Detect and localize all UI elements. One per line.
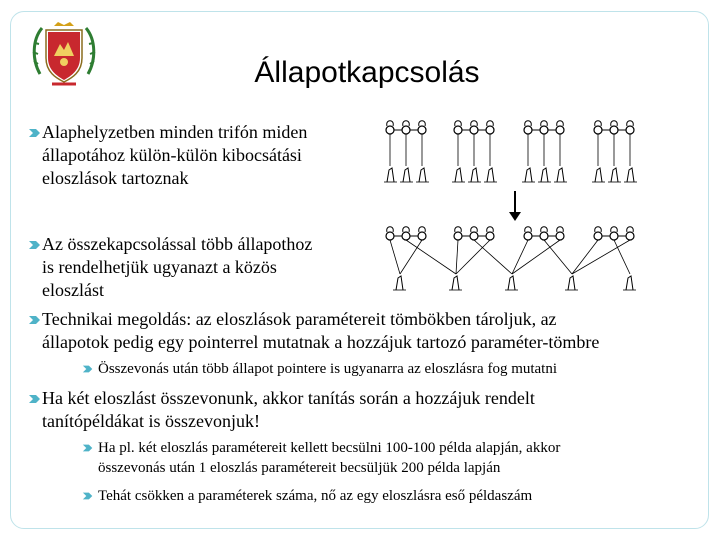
sub-bullet-3 xyxy=(98,486,532,506)
bullet-arrow-icon xyxy=(82,442,94,454)
hmm-state xyxy=(386,121,394,134)
bullet-arrow-icon xyxy=(28,392,42,406)
emission-distribution xyxy=(416,168,429,182)
state-tying-diagram xyxy=(378,108,654,300)
tied-state-groups xyxy=(386,227,636,290)
bullet-arrow-icon xyxy=(28,238,42,252)
hmm-state xyxy=(486,121,494,134)
emission-distribution xyxy=(554,168,567,182)
emission-distribution xyxy=(393,276,406,290)
sub-bullet-3-line-1: Tehát csökken a paraméterek száma, nő az egy eloszlásra eső példaszám xyxy=(98,488,533,504)
bullet-1-line-1: Alaphelyzetben minden trifón miden xyxy=(42,122,308,142)
hmm-state xyxy=(418,227,426,240)
sub-bullet-2-line-2: összevonás után 1 eloszlás paramétereit becsüljük 200 példa lapján xyxy=(98,460,501,476)
arrow-down-icon xyxy=(509,191,521,221)
hmm-state xyxy=(540,227,548,240)
emission-distribution xyxy=(400,168,413,182)
bullet-1-line-2: állapotához külön-külön kibocsátási xyxy=(42,145,302,165)
hmm-state xyxy=(540,121,548,134)
bullet-4 xyxy=(42,387,712,433)
emission-distribution xyxy=(608,168,621,182)
sub-bullet-2-line-1: Ha pl. két eloszlás paramétereit kellett becsülni 100-100 példa alapján, akkor xyxy=(98,440,561,456)
hmm-state xyxy=(486,227,494,240)
bullet-4-line-2: tanítópéldákat is összevonjuk! xyxy=(42,411,260,431)
bullet-3-line-1: Technikai megoldás: az eloszlások paramétereit tömbökben tároljuk, az xyxy=(42,309,557,329)
slide-title: Állapotkapcsolás xyxy=(254,56,480,89)
emission-distribution xyxy=(468,168,481,182)
emission-distribution xyxy=(538,168,551,182)
hmm-state xyxy=(524,227,532,240)
hmm-state xyxy=(610,121,618,134)
bullet-2-line-1: Az összekapcsolással több állapothoz xyxy=(42,234,313,254)
hmm-state xyxy=(594,121,602,134)
bullet-3 xyxy=(42,308,712,354)
hmm-state xyxy=(594,227,602,240)
bullet-1-line-3: eloszlások tartoznak xyxy=(42,168,189,188)
hmm-state xyxy=(610,227,618,240)
hmm-state xyxy=(418,121,426,134)
bullet-arrow-icon xyxy=(28,313,42,327)
emission-distribution xyxy=(452,168,465,182)
bullet-2-line-2: is rendelhetjük ugyanazt a közös xyxy=(42,257,277,277)
hmm-state xyxy=(402,121,410,134)
emission-distribution xyxy=(592,168,605,182)
bullet-arrow-icon xyxy=(82,490,94,502)
emission-distribution xyxy=(565,276,578,290)
bullet-4-line-1: Ha két eloszlást összevonunk, akkor tanítás során a hozzájuk rendelt xyxy=(42,388,535,408)
hmm-state xyxy=(470,121,478,134)
bullet-arrow-icon xyxy=(82,363,94,375)
untied-state-groups xyxy=(384,121,637,182)
sub-bullet-1-line-1: Összevonás után több állapot pointere is ugyanarra az eloszlásra fog mutatni xyxy=(98,361,558,377)
sub-bullet-1 xyxy=(98,359,557,379)
bullet-3-line-2: állapotok pedig egy pointerrel mutatnak a hozzájuk tartozó paraméter-tömbre xyxy=(42,332,600,352)
emission-distribution xyxy=(384,168,397,182)
hmm-state xyxy=(454,227,462,240)
emission-distribution xyxy=(623,276,636,290)
sub-bullet-2 xyxy=(98,438,560,478)
emission-distribution xyxy=(505,276,518,290)
hmm-state xyxy=(556,121,564,134)
hmm-state xyxy=(626,121,634,134)
hmm-state xyxy=(626,227,634,240)
hmm-state xyxy=(556,227,564,240)
emission-distribution xyxy=(449,276,462,290)
bullet-2-line-3: eloszlást xyxy=(42,280,104,300)
hmm-state xyxy=(470,227,478,240)
bullet-arrow-icon xyxy=(28,126,42,140)
hmm-state xyxy=(524,121,532,134)
hmm-state xyxy=(386,227,394,240)
hmm-state xyxy=(402,227,410,240)
hmm-state xyxy=(454,121,462,134)
emission-distribution xyxy=(484,168,497,182)
emission-distribution xyxy=(624,168,637,182)
emission-distribution xyxy=(522,168,535,182)
